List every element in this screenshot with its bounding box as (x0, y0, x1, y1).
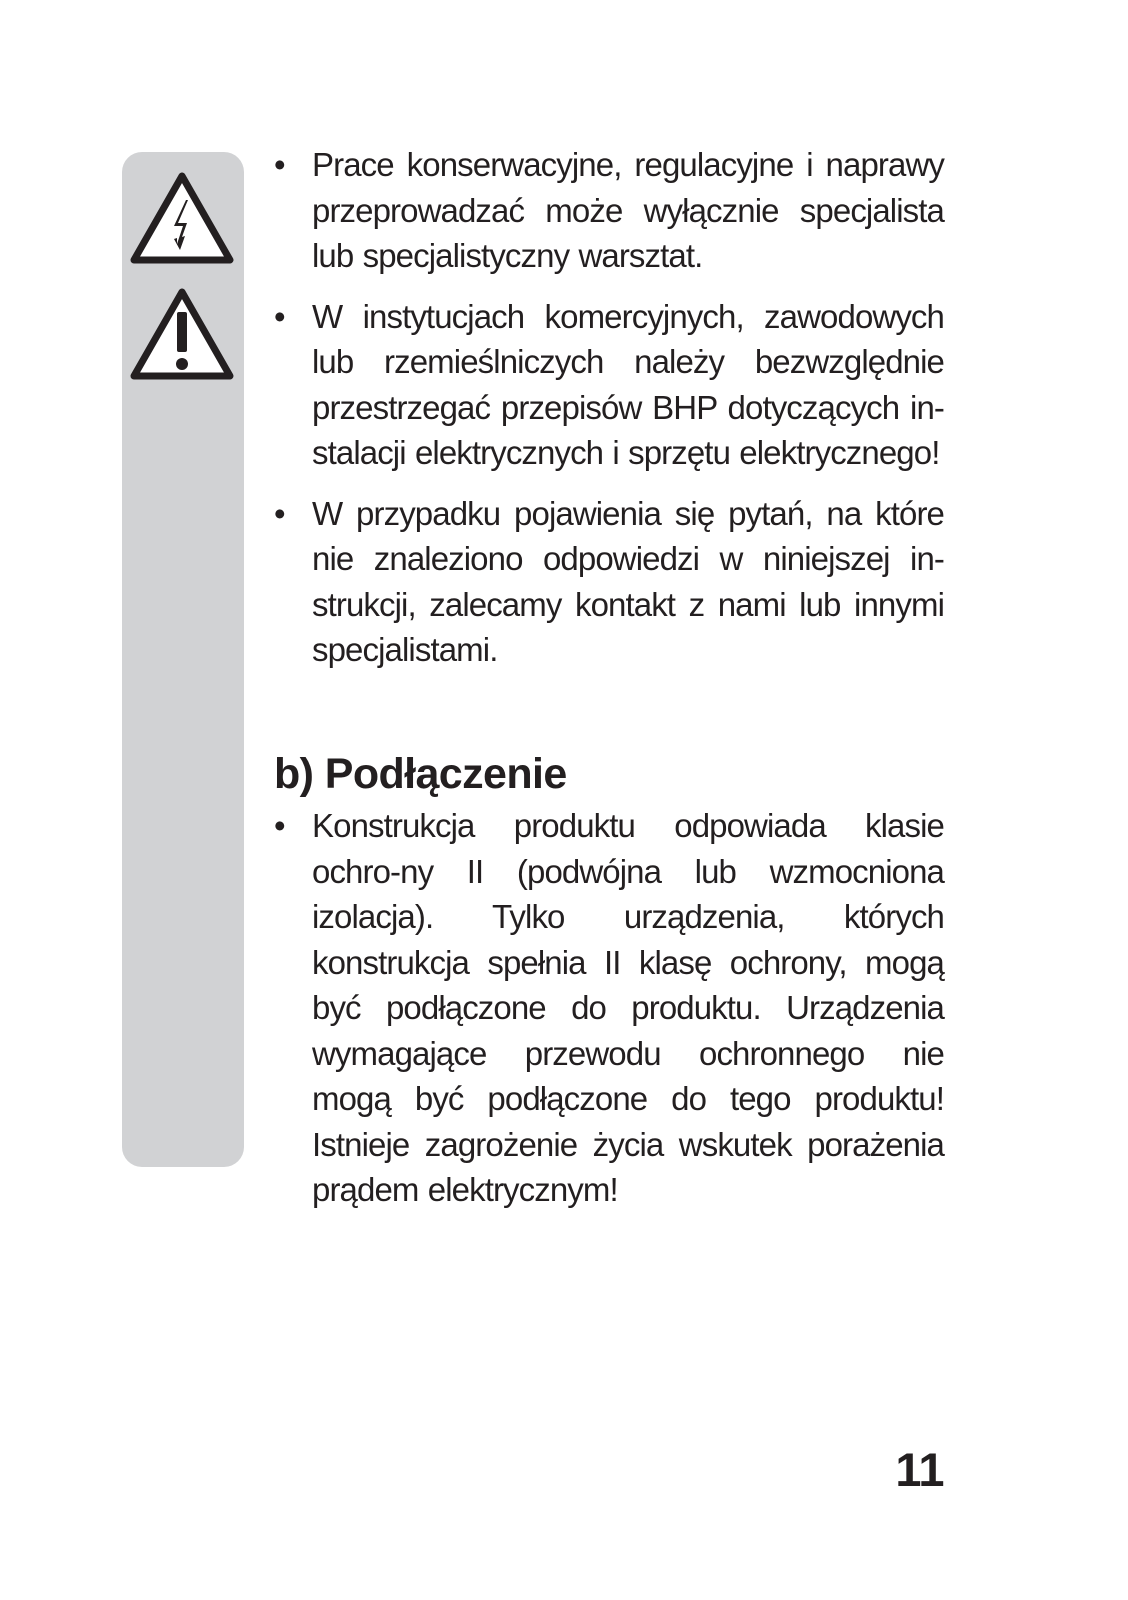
list-item-text: W przypadku pojawienia się pytań, na które nie znaleziono odpowiedzi w niniejszej in-strukcji, zalecamy kontakt z nami lub innymi specjalistami. (312, 494, 944, 668)
list-item-text: W instytucjach komercyjnych, zawodowych lub rzemieślniczych należy bezwzględnie przestrzegać przepisów BHP dotyczących in-stalacji elektrycznych i sprzętu elektrycznego! (312, 297, 944, 471)
list-item-text: Prace konserwacyjne, regulacyjne i naprawy przeprowadzać może wyłącznie specjalista lub specjalistyczny warsztat. (312, 146, 944, 274)
safety-notes-section (274, 142, 944, 688)
bullet-mark: • (274, 297, 285, 335)
list-item (274, 803, 944, 1213)
bullet-mark: • (274, 146, 285, 183)
bullet-mark: • (274, 807, 285, 844)
list-item (274, 491, 944, 673)
list-item (274, 294, 944, 476)
list-item-text: Konstrukcja produktu odpowiada klasie ochro-ny II (podwójna lub wzmocniona izolacja). Tylko urządzenia, których konstrukcja spełnia II klasę ochrony, mogą być podłączone do produktu. Urządzenia wymagające przewodu ochronnego nie mogą być podłączone do tego produktu! Istnieje zagrożenie życia wskutek porażenia prądem elektrycznym! (312, 807, 944, 1208)
list-item (274, 142, 944, 279)
exclamation-warning-icon (126, 284, 238, 384)
electric-shock-warning-icon (126, 168, 238, 268)
bullet-mark: • (274, 494, 285, 532)
page-number: 11 (895, 1443, 944, 1496)
safety-notes-list (274, 142, 944, 673)
section-heading: b) Podłączenie (274, 750, 567, 798)
connection-section (274, 803, 944, 1228)
connection-notes-list (274, 803, 944, 1213)
